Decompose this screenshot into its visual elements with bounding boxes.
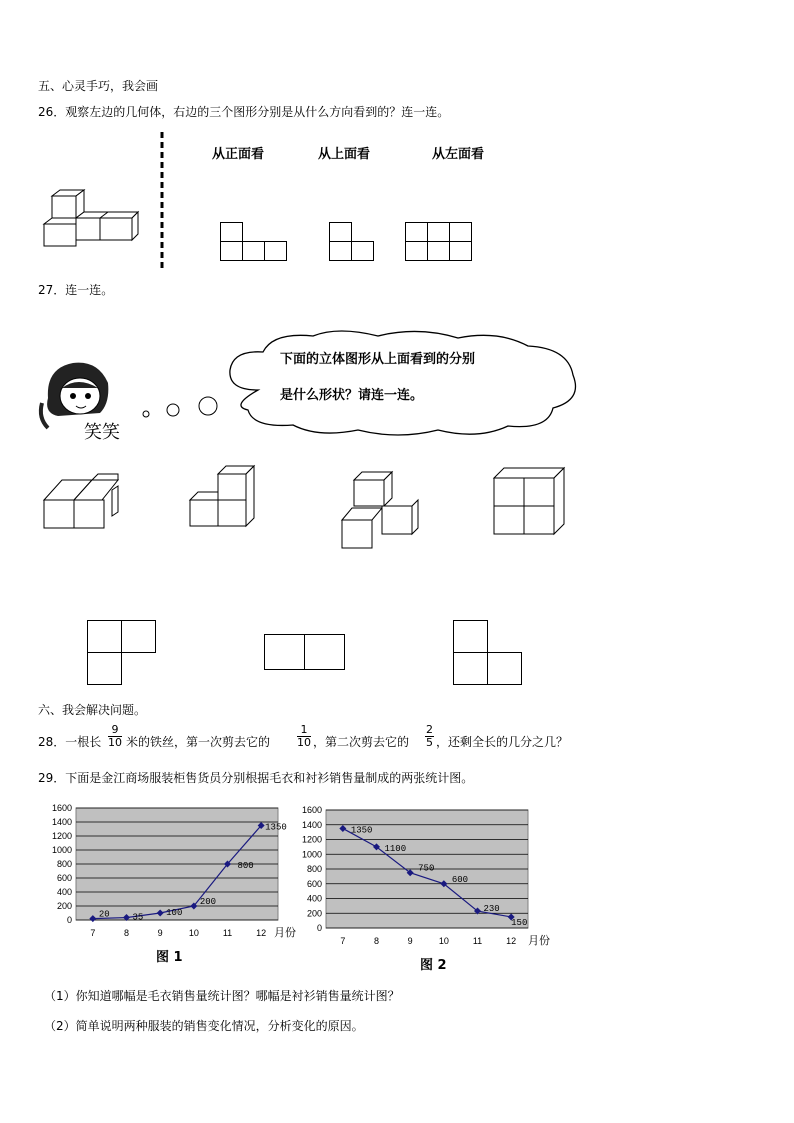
- y-tick-label: 1000: [301, 849, 322, 860]
- data-label: 600: [451, 874, 469, 885]
- data-label: 1350: [350, 825, 373, 836]
- q26-solid-figure: [42, 188, 152, 258]
- line-chart-2: [290, 804, 560, 954]
- data-label: 1100: [384, 843, 407, 854]
- speech-cloud: [218, 330, 588, 440]
- x-tick-label: 10: [188, 928, 199, 938]
- q26-view-shape-3[interactable]: [405, 222, 475, 262]
- q27-solid-2[interactable]: [188, 456, 268, 536]
- x-axis-label: 月份: [274, 926, 296, 939]
- y-tick-label: 1400: [301, 819, 322, 830]
- data-label: 20: [98, 909, 110, 920]
- q26-divider: [160, 132, 164, 272]
- x-tick-label: 9: [407, 936, 413, 946]
- y-tick-label: 600: [56, 873, 72, 883]
- chart-1-title: 图 1: [156, 950, 183, 965]
- x-tick-label: 7: [90, 928, 96, 938]
- question-27-text: 27．连一连。: [38, 283, 114, 297]
- x-tick-label: 11: [472, 936, 483, 946]
- data-label: 200: [199, 897, 217, 907]
- fraction-9-10: [108, 724, 122, 749]
- question-28-part-4: ，还剩全长的几分之几？: [436, 735, 569, 749]
- x-tick-label: 8: [373, 936, 380, 946]
- y-tick-label: 0: [316, 923, 322, 933]
- data-label: 150: [511, 917, 528, 928]
- question-28-part-1: 28．一根长: [38, 735, 102, 749]
- x-tick-label: 8: [123, 928, 130, 938]
- q26-view-shape-2[interactable]: [329, 222, 379, 262]
- question-26-text: 26．观察左边的几何体，右边的三个图形分别是从什么方向看到的？连一连。: [38, 105, 450, 119]
- data-label: 230: [483, 904, 500, 915]
- question-29-text: 29．下面是金江商场服装柜售货员分别根据毛衣和衬衫销售量制成的两张统计图。: [38, 771, 474, 785]
- x-tick-label: 12: [506, 936, 517, 946]
- y-tick-label: 1400: [51, 817, 72, 827]
- q27-top-view-1[interactable]: [87, 620, 159, 686]
- q26-view-shape-1[interactable]: [220, 222, 290, 262]
- line-chart-1: [40, 802, 310, 942]
- cloud-text-line-1: 下面的立体图形从上面看到的分别: [280, 352, 476, 367]
- data-label: 800: [237, 861, 254, 871]
- fraction-1-10: [297, 724, 311, 749]
- chart-2-title: 图 2: [420, 958, 447, 973]
- fraction-numerator: 2: [426, 723, 433, 736]
- fraction-numerator: 1: [297, 724, 311, 737]
- thought-bubbles: [140, 394, 220, 424]
- y-tick-label: 400: [56, 887, 72, 897]
- q27-solid-4[interactable]: [490, 466, 570, 536]
- data-label: 1350: [265, 822, 287, 833]
- x-tick-label: 7: [340, 936, 346, 946]
- question-29-sub-2: （2）简单说明两种服装的销售变化情况，分析变化的原因。: [44, 1019, 364, 1033]
- data-label: 100: [166, 908, 183, 918]
- section-heading-6: 六、我会解决问题。: [38, 703, 147, 717]
- x-tick-label: 9: [157, 928, 163, 938]
- x-tick-label: 10: [438, 936, 449, 946]
- y-tick-label: 800: [306, 864, 322, 874]
- y-tick-label: 1000: [51, 845, 72, 855]
- fraction-denominator: 5: [426, 736, 433, 749]
- x-tick-label: 12: [256, 928, 267, 938]
- data-label: 35: [132, 912, 144, 923]
- y-tick-label: 1200: [301, 834, 322, 845]
- fraction-numerator: 9: [108, 724, 122, 737]
- section-heading-5: 五、心灵手巧，我会画: [38, 79, 159, 93]
- q27-top-view-2[interactable]: [264, 634, 346, 672]
- q27-solid-1[interactable]: [42, 472, 122, 532]
- question-28-part-3: ，第二次剪去它的: [313, 735, 410, 749]
- y-tick-label: 800: [56, 859, 72, 869]
- q27-top-view-3[interactable]: [453, 620, 527, 686]
- y-tick-label: 0: [66, 915, 72, 925]
- x-axis-label: 月份: [528, 934, 550, 947]
- y-tick-label: 600: [306, 878, 322, 889]
- y-tick-label: 1600: [301, 805, 322, 815]
- y-tick-label: 400: [306, 893, 322, 904]
- y-tick-label: 200: [56, 901, 72, 911]
- fraction-denominator: 10: [108, 736, 122, 749]
- fraction-2-5: [425, 724, 434, 749]
- cloud-text-line-2: 是什么形状？请连一连。: [280, 388, 424, 403]
- x-tick-label: 11: [222, 928, 233, 938]
- data-label: 750: [418, 863, 435, 874]
- view-label-front: 从正面看: [212, 147, 265, 162]
- question-28-part-2: 米的铁丝，第一次剪去它的: [126, 735, 271, 749]
- view-label-top: 从上面看: [318, 147, 371, 162]
- q27-solid-3[interactable]: [338, 464, 428, 554]
- y-tick-label: 200: [306, 908, 322, 919]
- girl-label: 笑笑: [84, 422, 120, 443]
- fraction-denominator: 10: [297, 736, 311, 749]
- question-29-sub-1: （1）你知道哪幅是毛衣销售量统计图？哪幅是衬衫销售量统计图？: [44, 989, 400, 1003]
- view-label-left: 从左面看: [432, 147, 485, 162]
- y-tick-label: 1200: [51, 831, 72, 841]
- y-tick-label: 1600: [51, 803, 72, 813]
